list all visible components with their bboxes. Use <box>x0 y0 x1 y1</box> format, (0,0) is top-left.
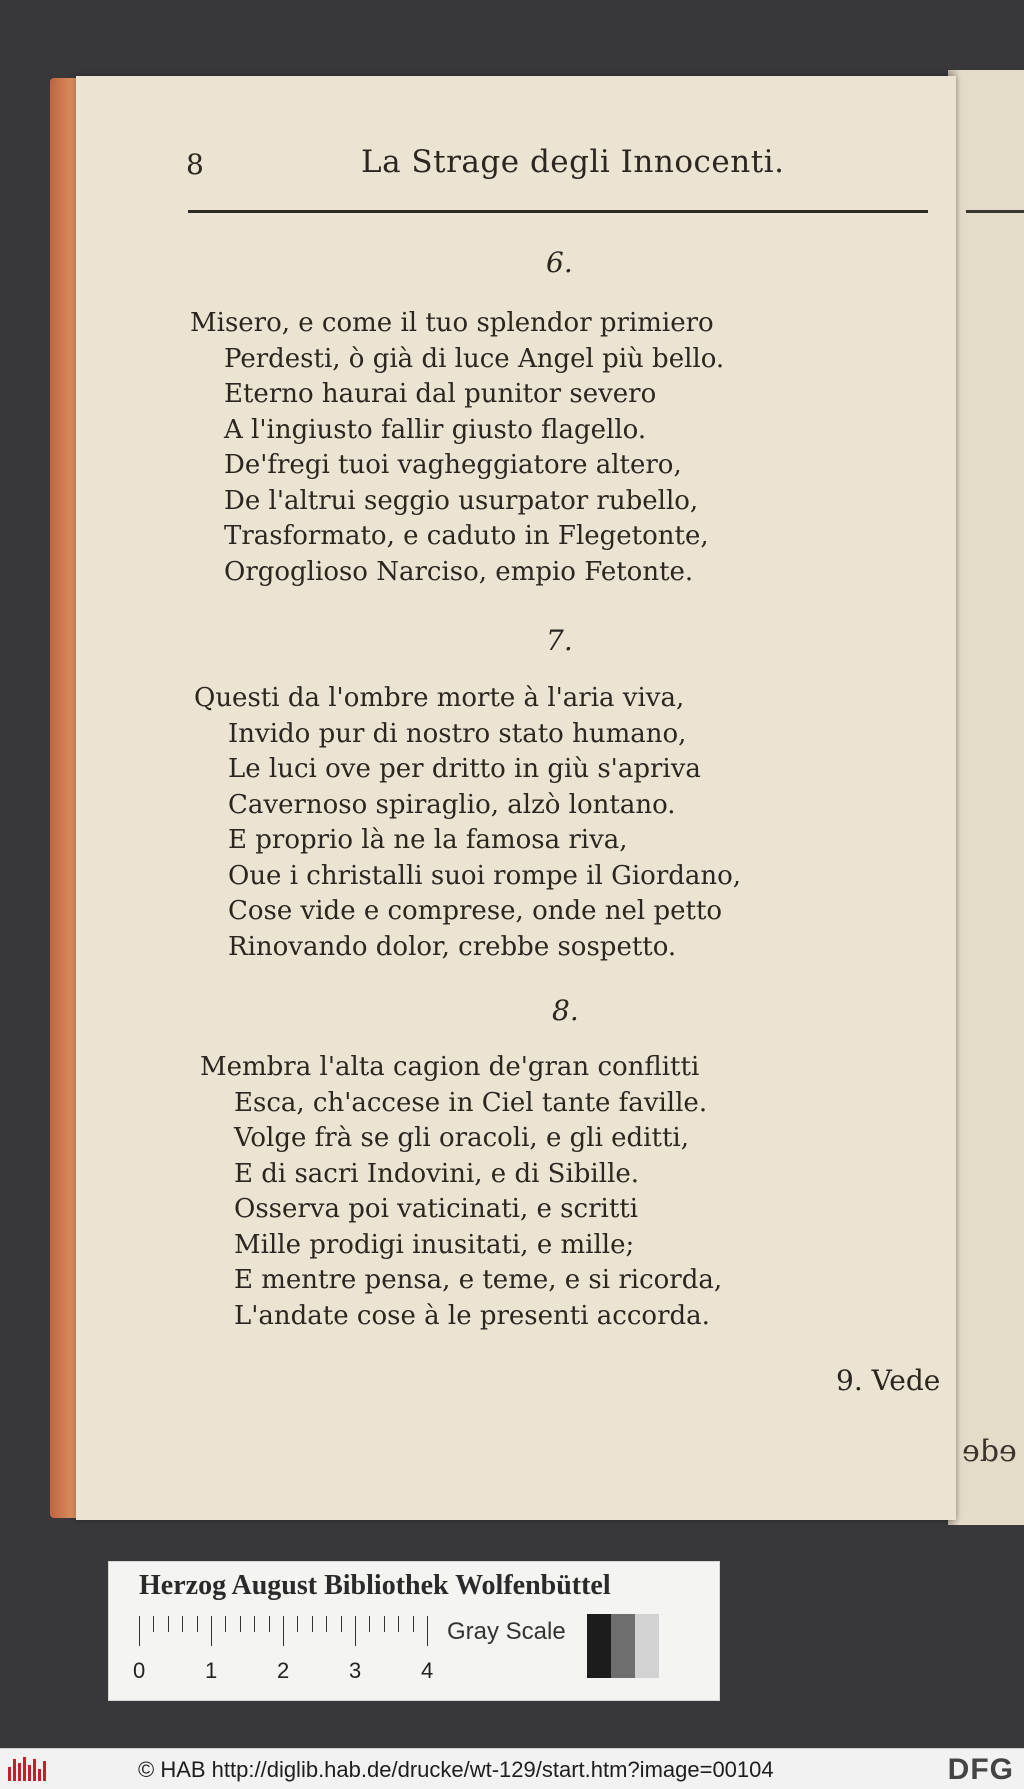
stanza <box>190 306 724 590</box>
verse-line: A l'ingiusto fallir giusto flagello. <box>224 414 647 445</box>
scale-label: 1 <box>205 1658 218 1683</box>
hab-logo-icon <box>8 1757 48 1781</box>
stanza-number: 7. <box>546 624 573 657</box>
stanza-number: 8. <box>552 994 579 1027</box>
gray-swatch-mid <box>611 1614 635 1678</box>
facing-header-rule <box>966 210 1024 213</box>
header-rule <box>188 210 928 213</box>
verse-line: L'andate cose à le presenti accorda. <box>234 1300 710 1331</box>
ruler-minor-tick <box>240 1616 241 1632</box>
verse-line: De'fregi tuoi vagheggiatore altero, <box>224 450 682 480</box>
gray-swatch-black <box>587 1614 611 1678</box>
verse-line: Cose vide e comprese, onde nel petto <box>228 896 723 926</box>
verse-line: Eterno haurai dal punitor severo <box>224 379 657 409</box>
facing-page <box>948 70 1024 1525</box>
gray-scale-label: Gray Scale <box>447 1618 566 1645</box>
library-name: Herzog August Bibliothek Wolfenbüttel <box>139 1570 611 1601</box>
running-title: La Strage degli Innocenti. <box>361 144 785 180</box>
ruler-minor-tick <box>369 1616 370 1632</box>
color-scale-card <box>108 1561 720 1701</box>
facing-catchword: ede <box>962 1434 1017 1469</box>
stanza <box>194 681 741 965</box>
ruler-minor-tick <box>398 1616 399 1632</box>
ruler-minor-tick <box>312 1616 313 1632</box>
footer-bar <box>0 1748 1024 1789</box>
dfg-logo: DFG <box>947 1753 1014 1786</box>
verse-line: E proprio là ne la famosa riva, <box>228 825 628 855</box>
catchword: 9. Vede <box>836 1364 941 1397</box>
footer-url: © HAB http://diglib.hab.de/drucke/wt-129/start.htm?image=00104 <box>138 1757 774 1782</box>
ruler-major-tick <box>283 1616 284 1646</box>
verse-line: Trasformato, e caduto in Flegetonte, <box>224 521 709 551</box>
verse-line: Invido pur di nostro stato humano, <box>228 718 687 749</box>
verse-line: Orgoglioso Narciso, empio Fetonte. <box>224 556 694 587</box>
verse-line: Cavernoso spiraglio, alzò lontano. <box>228 789 676 820</box>
verse-line: E di sacri Indovini, e di Sibille. <box>234 1158 640 1189</box>
ruler-minor-tick <box>297 1616 298 1632</box>
scale-label: 0 <box>133 1658 146 1683</box>
scale-label: 3 <box>349 1658 362 1683</box>
verse-line: Membra l'alta cagion de'gran conflitti <box>200 1052 700 1082</box>
verse-line: De l'altrui seggio usurpator rubello, <box>224 485 699 516</box>
verse-line: Oue i christalli suoi rompe il Giordano, <box>228 860 742 891</box>
verse-line: Rinovando dolor, crebbe sospetto. <box>228 931 677 962</box>
verse-line: Questi da l'ombre morte à l'aria viva, <box>194 683 685 713</box>
verse-line: Esca, ch'accese in Ciel tante faville. <box>234 1087 708 1118</box>
ruler-minor-tick <box>326 1616 327 1632</box>
ruler-major-tick <box>427 1616 428 1646</box>
ruler-minor-tick <box>413 1616 414 1632</box>
page-number: 8 <box>186 148 204 181</box>
ruler-minor-tick <box>225 1616 226 1632</box>
verse-line: Mille prodigi inusitati, e mille; <box>234 1229 635 1260</box>
stanza-number: 6. <box>546 246 573 279</box>
ruler-minor-tick <box>168 1616 169 1632</box>
verse-line: Volge frà se gli oracoli, e gli editti, <box>234 1123 689 1153</box>
ruler-minor-tick <box>197 1616 198 1632</box>
gray-swatch-light <box>635 1614 659 1678</box>
ruler-minor-tick <box>182 1616 183 1632</box>
scale-label: 4 <box>421 1658 434 1683</box>
ruler-minor-tick <box>254 1616 255 1632</box>
stanza <box>200 1050 722 1334</box>
verse-line: Misero, e come il tuo splendor primiero <box>190 308 714 338</box>
verse-line: Le luci ove per dritto in giù s'apriva <box>228 754 701 784</box>
ruler-major-tick <box>211 1616 212 1646</box>
ruler-major-tick <box>355 1616 356 1646</box>
ruler-minor-tick <box>153 1616 154 1632</box>
verse-line: Perdesti, ò già di luce Angel più bello. <box>224 343 725 374</box>
ruler-minor-tick <box>341 1616 342 1632</box>
verse-line: Osserva poi vaticinati, e scritti <box>234 1194 639 1224</box>
ruler-minor-tick <box>384 1616 385 1632</box>
ruler-major-tick <box>139 1616 140 1646</box>
ruler-minor-tick <box>269 1616 270 1632</box>
scale-label: 2 <box>277 1658 290 1683</box>
verse-line: E mentre pensa, e teme, e si ricorda, <box>234 1265 723 1295</box>
book-page <box>76 76 956 1520</box>
